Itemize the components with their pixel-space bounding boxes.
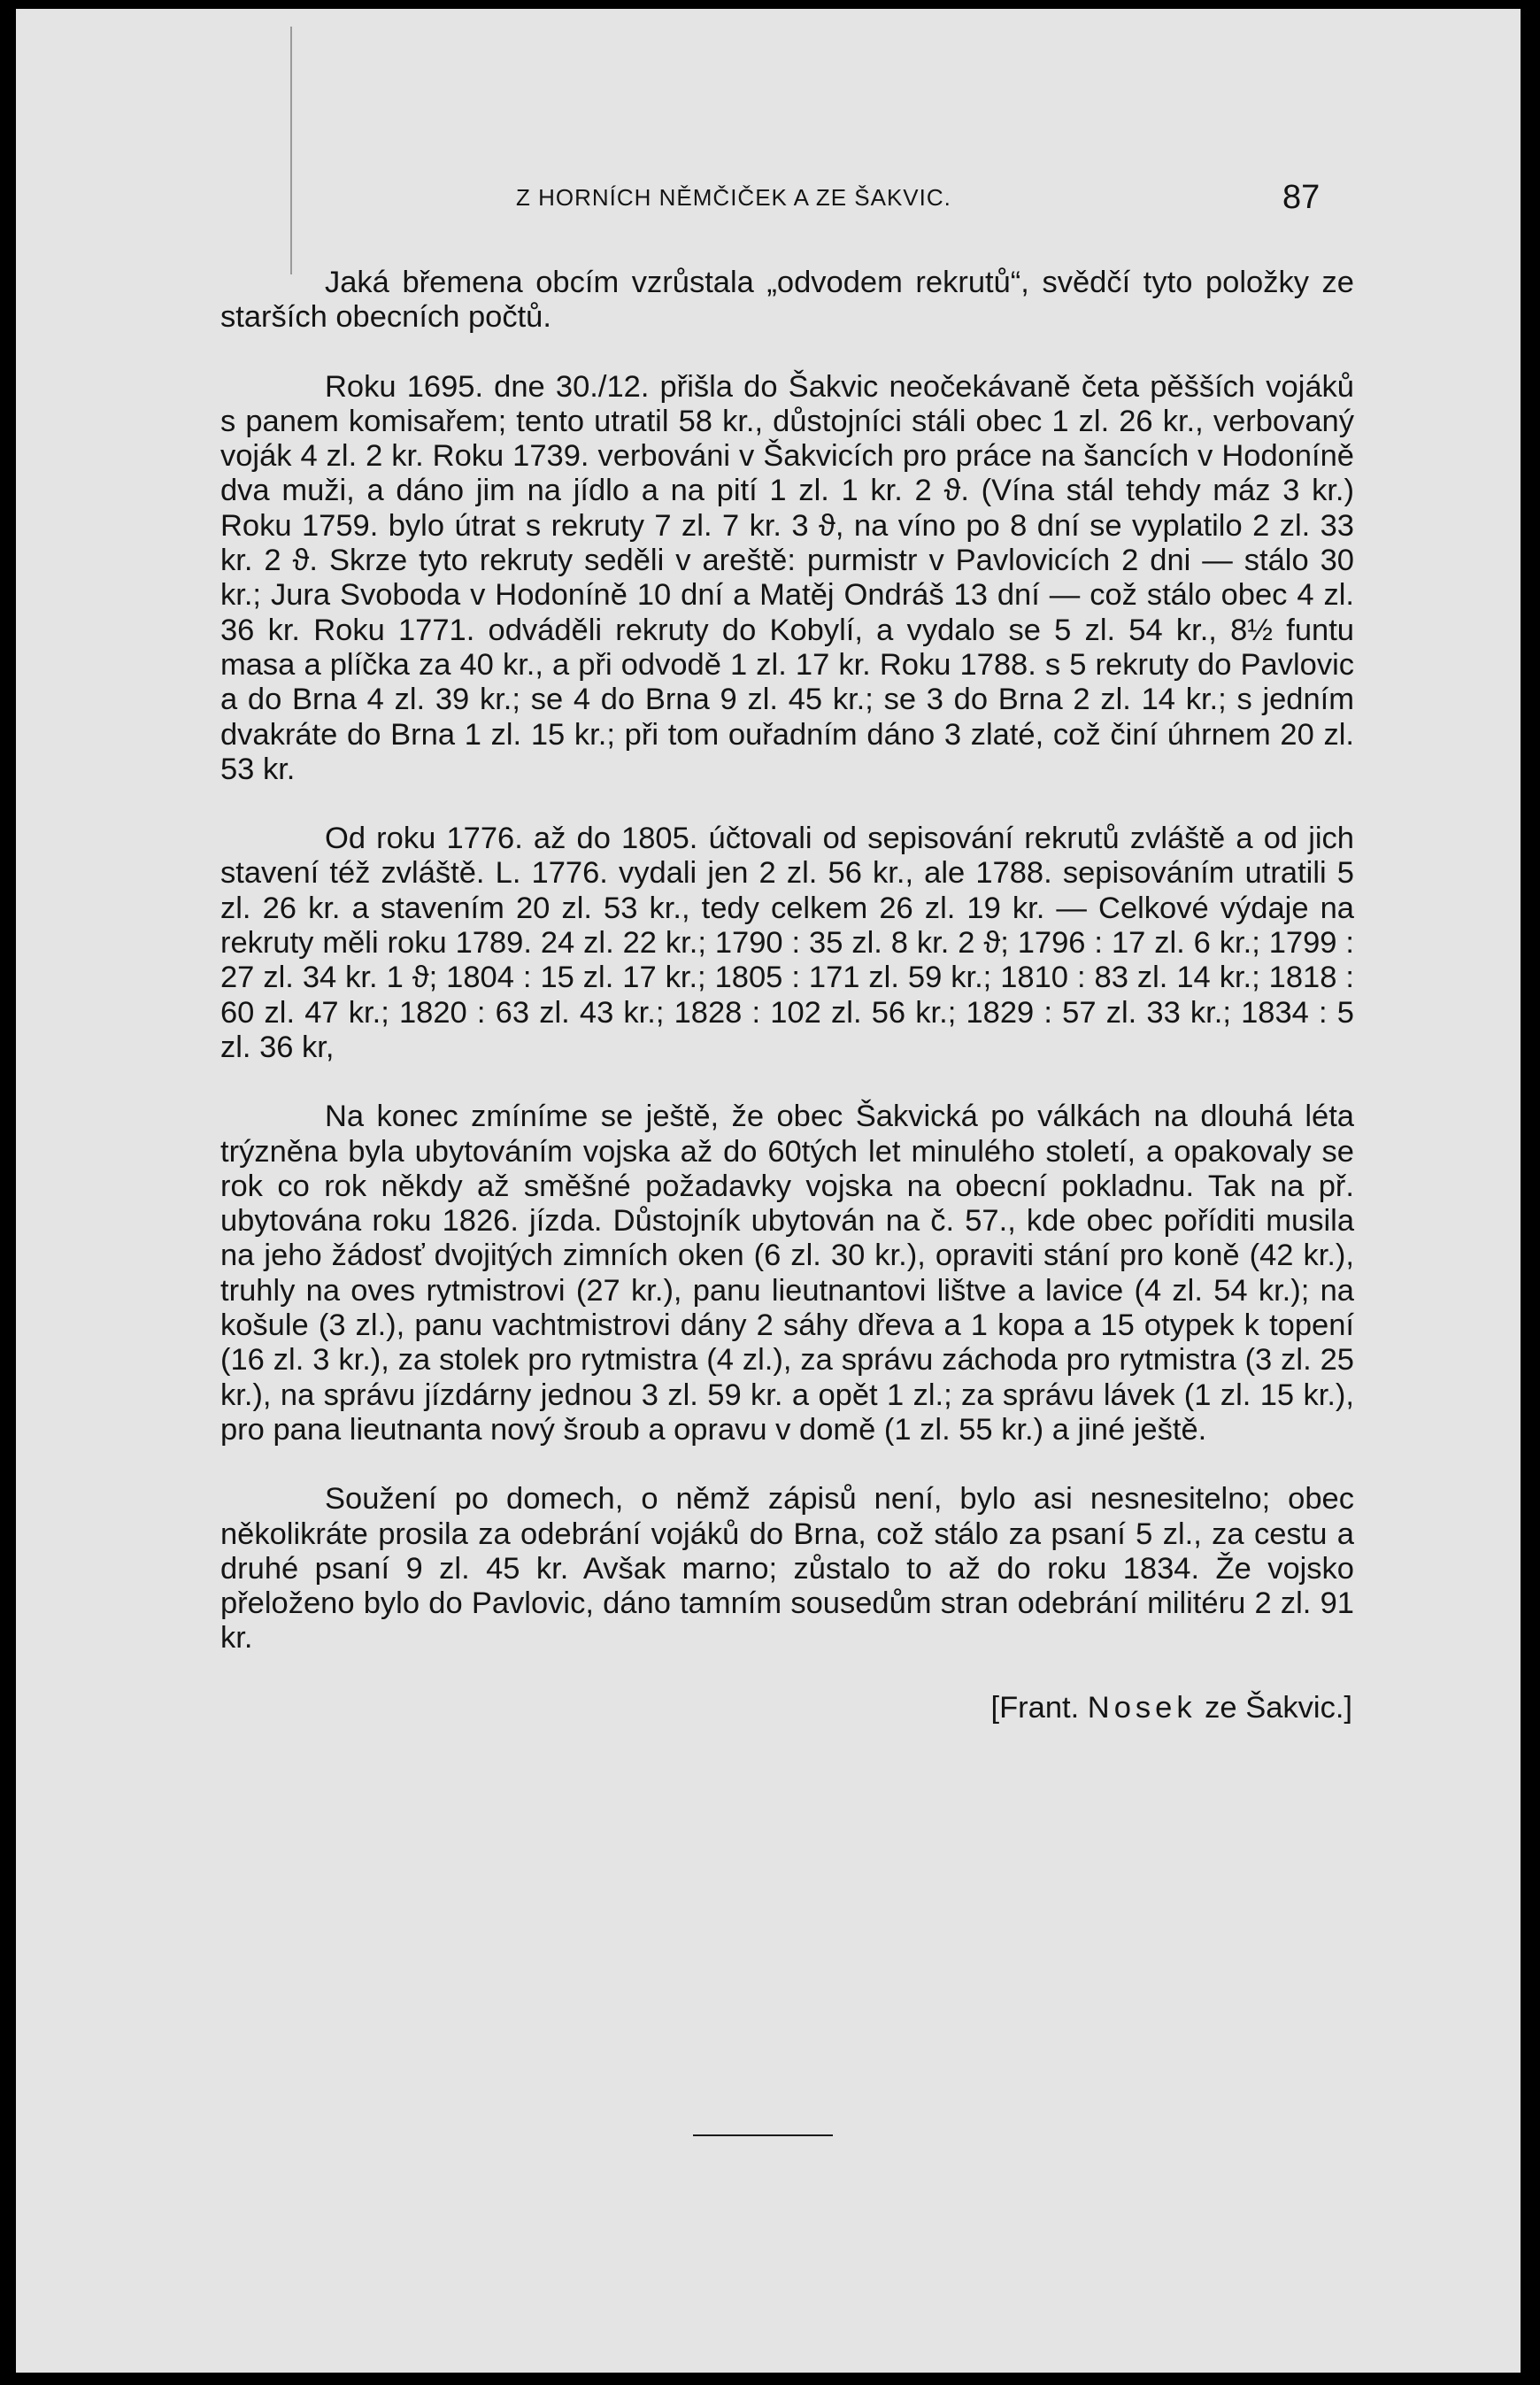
book-page bbox=[16, 9, 1521, 2373]
paragraph: Roku 1695. dne 30./12. přišla do Šakvic neočekávaně četa pěšších vojáků s panem komisařem; tento utratil 58 kr., důstojníci stáli obec 1 zl. 26 kr., verbovaný voják 4 zl. 2 kr. Roku 1739. verbováni v Šakvicích pro práce na šancích v Hodoníně dva muži, a dáno jim na jídlo a na pití 1 zl. 1 kr. 2 ϑ. (Vína stál tehdy máz 3 kr.) Roku 1759. bylo útrat s rekruty 7 zl. 7 kr. 3 ϑ, na víno po 8 dní se vyplatilo 2 zl. 33 kr. 2 ϑ. Skrze tyto rekruty seděli v areště: purmistr v Pavlovicích 2 dni — stálo 30 kr.; Jura Svoboda v Hodoníně 10 dní a Matěj Ondráš 13 dní — což stálo obec 4 zl. 36 kr. Roku 1771. odváděli rekruty do Kobylí, a vydalo se 5 zl. 54 kr., 8½ funtu masa a plíčka za 40 kr., a při odvodě 1 zl. 17 kr. Roku 1788. s 5 rekruty do Pavlovic a do Brna 4 zl. 39 kr.; se 4 do Brna 9 zl. 45 kr.; se 3 do Brna 2 zl. 14 kr.; s jedním dvakráte do Brna 1 zl. 15 kr.; při tom ouřadním dáno 3 zlaté, což činí úhrnem 20 zl. 53 kr. bbox=[220, 369, 1354, 786]
signature-name: Nosek bbox=[1087, 1690, 1197, 1725]
margin-mark bbox=[290, 27, 292, 274]
running-header bbox=[16, 179, 1521, 228]
running-title: Z HORNÍCH NĚMČIČEK A ZE ŠAKVIC. bbox=[516, 184, 951, 211]
signature-open: [Frant. bbox=[990, 1690, 1088, 1725]
signature-close: ze Šakvic.] bbox=[1196, 1690, 1352, 1725]
section-end-rule bbox=[693, 2134, 833, 2136]
paragraph: Na konec zmíníme se ještě, že obec Šakvická po válkách na dlouhá léta trýzněna byla ubytováním vojska až do 60tých let minulého století, a opakovaly se rok co rok někdy až směšné požadavky vojska na obecní pokladnu. Tak na př. ubytována roku 1826. jízda. Důstojník ubytován na č. 57., kde obec poříditi musila na jeho žádosť dvojitých zimních oken (6 zl. 30 kr.), opraviti stání pro koně (42 kr.), truhly na oves rytmistrovi (27 kr.), panu lieutnantovi lištve a lavice (4 zl. 54 kr.); na košule (3 zl.), panu vachtmistrovi dány 2 sáhy dřeva a 1 kopa a 15 otypek k topení (16 zl. 3 kr.), za stolek pro rytmistra (4 zl.), za správu záchoda pro rytmistra (3 zl. 25 kr.), na správu jízdárny jednou 3 zl. 59 kr. a opět 1 zl.; za správu lávek (1 zl. 15 kr.), pro pana lieutnanta nový šroub a opravu v domě (1 zl. 55 kr.) a jiné ještě. bbox=[220, 1100, 1354, 1447]
page-number: 87 bbox=[1282, 179, 1321, 216]
paragraph: Od roku 1776. až do 1805. účtovali od sepisování rekrutů zvláště a od jich stavení též zvláště. L. 1776. vydali jen 2 zl. 56 kr., ale 1788. sepisováním utratili 5 zl. 26 kr. a stavením 20 zl. 53 kr., tedy celkem 26 zl. 19 kr. — Celkové výdaje na rekruty měli roku 1789. 24 zl. 22 kr.; 1790 : 35 zl. 8 kr. 2 ϑ; 1796 : 17 zl. 6 kr.; 1799 : 27 zl. 34 kr. 1 ϑ; 1804 : 15 zl. 17 kr.; 1805 : 171 zl. 59 kr.; 1810 : 83 zl. 14 kr.; 1818 : 60 zl. 47 kr.; 1820 : 63 zl. 43 kr.; 1828 : 102 zl. 56 kr.; 1829 : 57 zl. 33 kr.; 1834 : 5 zl. 36 kr, bbox=[220, 822, 1354, 1064]
paragraph: Soužení po domech, o němž zápisů není, bylo asi nesnesitelno; obec několikráte prosila za odebrání vojáků do Brna, což stálo za psaní 5 zl., za cestu a druhé psaní 9 zl. 45 kr. Avšak marno; zůstalo to až do roku 1834. Že vojsko přeloženo bylo do Pavlovic, dáno tamním sousedům stran odebrání militéru 2 zl. 91 kr. bbox=[220, 1482, 1354, 1656]
page-body bbox=[220, 266, 1354, 1725]
author-signature bbox=[220, 1691, 1354, 1725]
paragraph: Jaká břemena obcím vzrůstala „odvodem rekrutů“, svědčí tyto položky ze starších obecních počtů. bbox=[220, 266, 1354, 335]
